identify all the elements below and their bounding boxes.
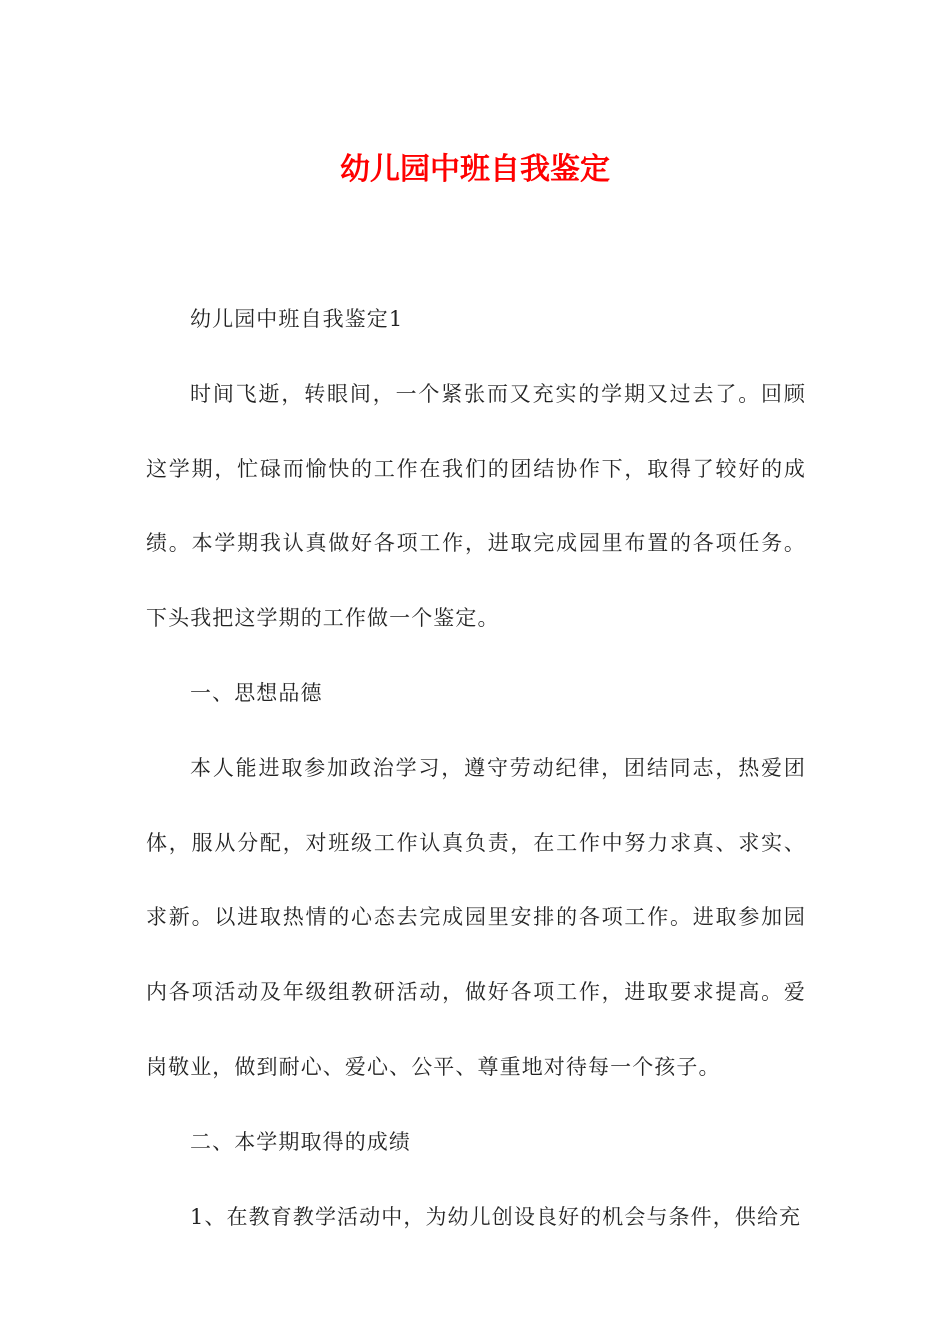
section-heading-1: 幼儿园中班自我鉴定1 [190, 307, 404, 331]
paragraph-intro: 时间飞逝，转眼间，一个紧张而又充实的学期又过去了。回顾这学期，忙碌而愉快的工作在我们的团结协作下，取得了较好的成绩。本学期我认真做好各项工作，进取完成园里布置的各项任务。下头我把这学期的工作做一个鉴定。 [146, 381, 806, 631]
section-heading-achievements: 二、本学期取得的成绩 [190, 1129, 411, 1154]
section-heading-thought: 一、思想品德 [190, 680, 323, 705]
document-title: 幼儿园中班自我鉴定 [340, 152, 610, 187]
paragraph-achievement-1: 1、在教育教学活动中，为幼儿创设良好的机会与条件，供给充 [190, 1204, 802, 1229]
document-body [146, 282, 806, 1254]
paragraph-thought: 本人能进取参加政治学习，遵守劳动纪律，团结同志，热爱团体，服从分配，对班级工作认真负责，在工作中努力求真、求实、求新。以进取热情的心态去完成园里安排的各项工作。进取参加园内各项活动及年级组教研活动，做好各项工作，进取要求提高。爱岗敬业，做到耐心、爱心、公平、尊重地对待每一个孩子。 [146, 755, 806, 1079]
